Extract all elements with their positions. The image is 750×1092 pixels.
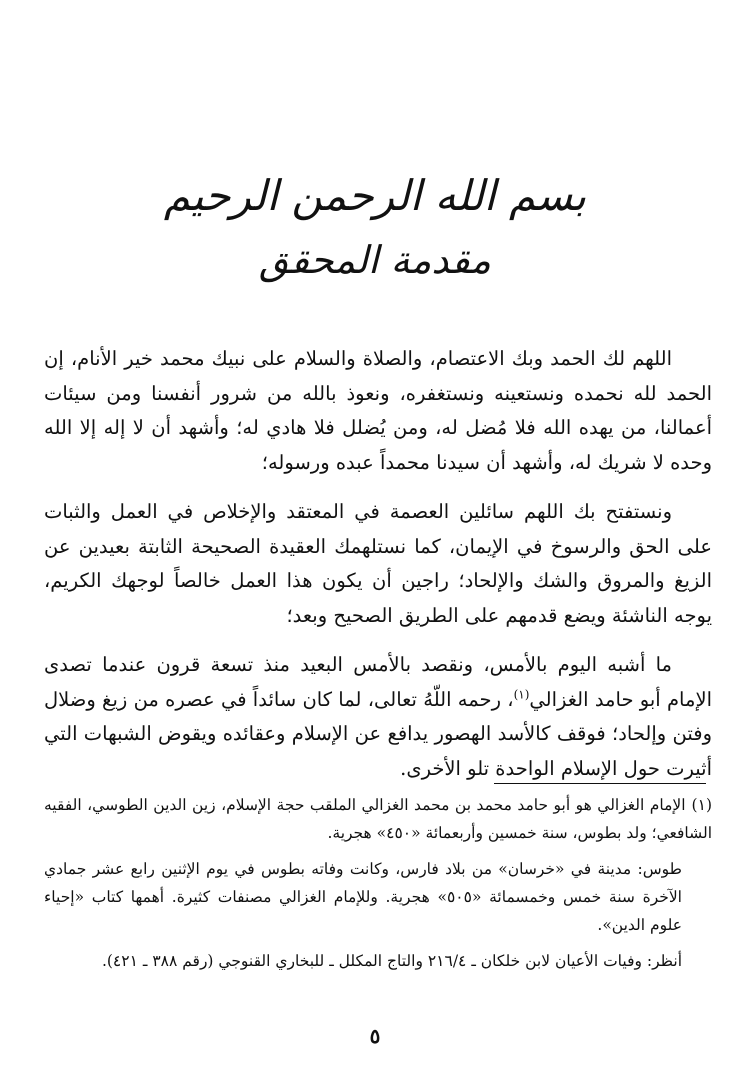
footnote-1-text: الإمام الغزالي هو أبو حامد محمد بن محمد الغزالي الملقب حجة الإسلام، زين الدين الطوسي، الفقيه الشافعي؛ ولد بطوس، سنة خمسين وأربعمائة «٤٥٠» هجرية. [44, 796, 712, 842]
main-text [44, 342, 712, 801]
footnote-1-continued: طوس: مدينة في «خرسان» من بلاد فارس، وكانت وفاته بطوس في يوم الإثنين رابع عشر جمادي الآخرة سنة خمس وخمسمائة «٥٠٥» هجرية. وللإمام الغزالي مصنفات كثيرة. أهمها كتاب «إحياء علوم الدين». [44, 860, 682, 934]
paragraph-1: اللهم لك الحمد وبك الاعتصام، والصلاة والسلام على نبيك محمد خير الأنام، إن الحمد لله نحمده ونستعينه ونستغفره، ونعوذ بالله من شرور أنفسنا ومن سيئات أعمالنا، من يهده الله فلا مُضل له، ومن يُضلل فلا هادي له؛ وأشهد أن لا إله إلا الله وحده لا شريك له، وأشهد أن سيدنا محمداً عبده ورسوله؛ [44, 347, 712, 474]
page-header [0, 168, 750, 286]
footnote-divider [494, 783, 706, 784]
paragraph-3 [44, 648, 712, 786]
paragraph-3-part-2: ، رحمه اللّهُ تعالى، لما كان سائداً في عصره من زيغ وضلال وفتن وإلحاد؛ فوقف كالأسد الهصور يدافع عن الإسلام وعقائده ويقوض الشبهات التي أثيرت حول الإسلام الواحدة تلو الأخرى. [44, 687, 712, 780]
footnote-1 [44, 791, 712, 847]
footnote-number: (١) [691, 796, 712, 814]
paragraph-3-part-1: ما أشبه اليوم بالأمس، ونقصد بالأمس البعيد منذ تسعة قرون عندما تصدى الإمام أبو حامد الغزالي [44, 653, 712, 711]
paragraph-2: ونستفتح بك اللهم سائلين العصمة في المعتقد والإخلاص في العمل والثبات على الحق والرسوخ في الإيمان، كما نستلهمك العقيدة الصحيحة الثابتة بعيدين عن الزيغ والمروق والشك والإلحاد؛ راجين أن يكون هذا العمل خالصاً لوجهك الكريم، يوجه الناشئة ويضع قدمهم على الطريق الصحيح وبعد؛ [44, 500, 712, 627]
page-number: ٥ [369, 1024, 381, 1048]
basmala-calligraphy: بسم الله الرحمن الرحيم [163, 171, 587, 220]
footnote-1-sources: أنظر: وفيات الأعيان لابن خلكان ـ ٢١٦/٤ والتاج المكلل ـ للبخاري القنوجي (رقم ٣٨٨ ـ ٤٢١). [101, 952, 682, 970]
section-title: مقدمة المحقق [259, 238, 491, 282]
footnote-reference[interactable]: (١) [513, 687, 530, 701]
footnotes [44, 791, 712, 983]
